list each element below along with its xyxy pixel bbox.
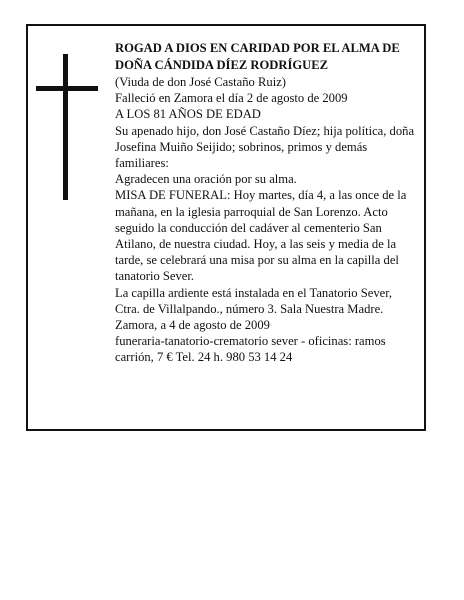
chapel-paragraph: La capilla ardiente está instalada en el Tanatorio Sever, Ctra. de Villalpando., número 3. Sala Nuestra Madre. xyxy=(115,285,393,316)
cross-icon xyxy=(36,54,98,200)
family-paragraph: Su apenado hijo, don José Castaño Díez; hija política, doña Josefina Muiño Seijido; sobrinos, primos y demás familiares: xyxy=(115,123,415,171)
date-place-line: Zamora, a 4 de agosto de 2009 xyxy=(115,318,270,333)
notice-text xyxy=(115,40,420,366)
cross-vertical-bar xyxy=(63,54,68,200)
obituary-notice xyxy=(26,24,426,431)
notice-heading: ROGAD A DIOS EN CARIDAD POR EL ALMA DE DOÑA CÁNDIDA DÍEZ RODRÍGUEZ xyxy=(115,41,400,72)
prayer-request-line: Agradecen una oración por su alma. xyxy=(115,172,297,187)
widow-of-line: (Viuda de don José Castaño Ruiz) xyxy=(115,75,286,89)
cross-horizontal-bar xyxy=(36,86,98,91)
funeral-paragraph: MISA DE FUNERAL: Hoy martes, día 4, a las once de la mañana, en la iglesia parroquial de San Lorenzo. Acto seguido la conducción del cadáver al cementerio San Atilano, de nuestra ciudad. Hoy, a las seis y media de la tarde, se celebrará una misa por su alma en la capilla del tanatorio Sever. xyxy=(115,188,407,284)
death-info-line: Falleció en Zamora el día 2 de agosto de 2009 xyxy=(115,91,348,106)
funeral-home-line: funeraria-tanatorio-crematorio sever - oficinas: ramos carrión, 7 € Tel. 24 h. 980 53 14 24 xyxy=(115,334,386,365)
age-line: A LOS 81 AÑOS DE EDAD xyxy=(115,107,261,122)
